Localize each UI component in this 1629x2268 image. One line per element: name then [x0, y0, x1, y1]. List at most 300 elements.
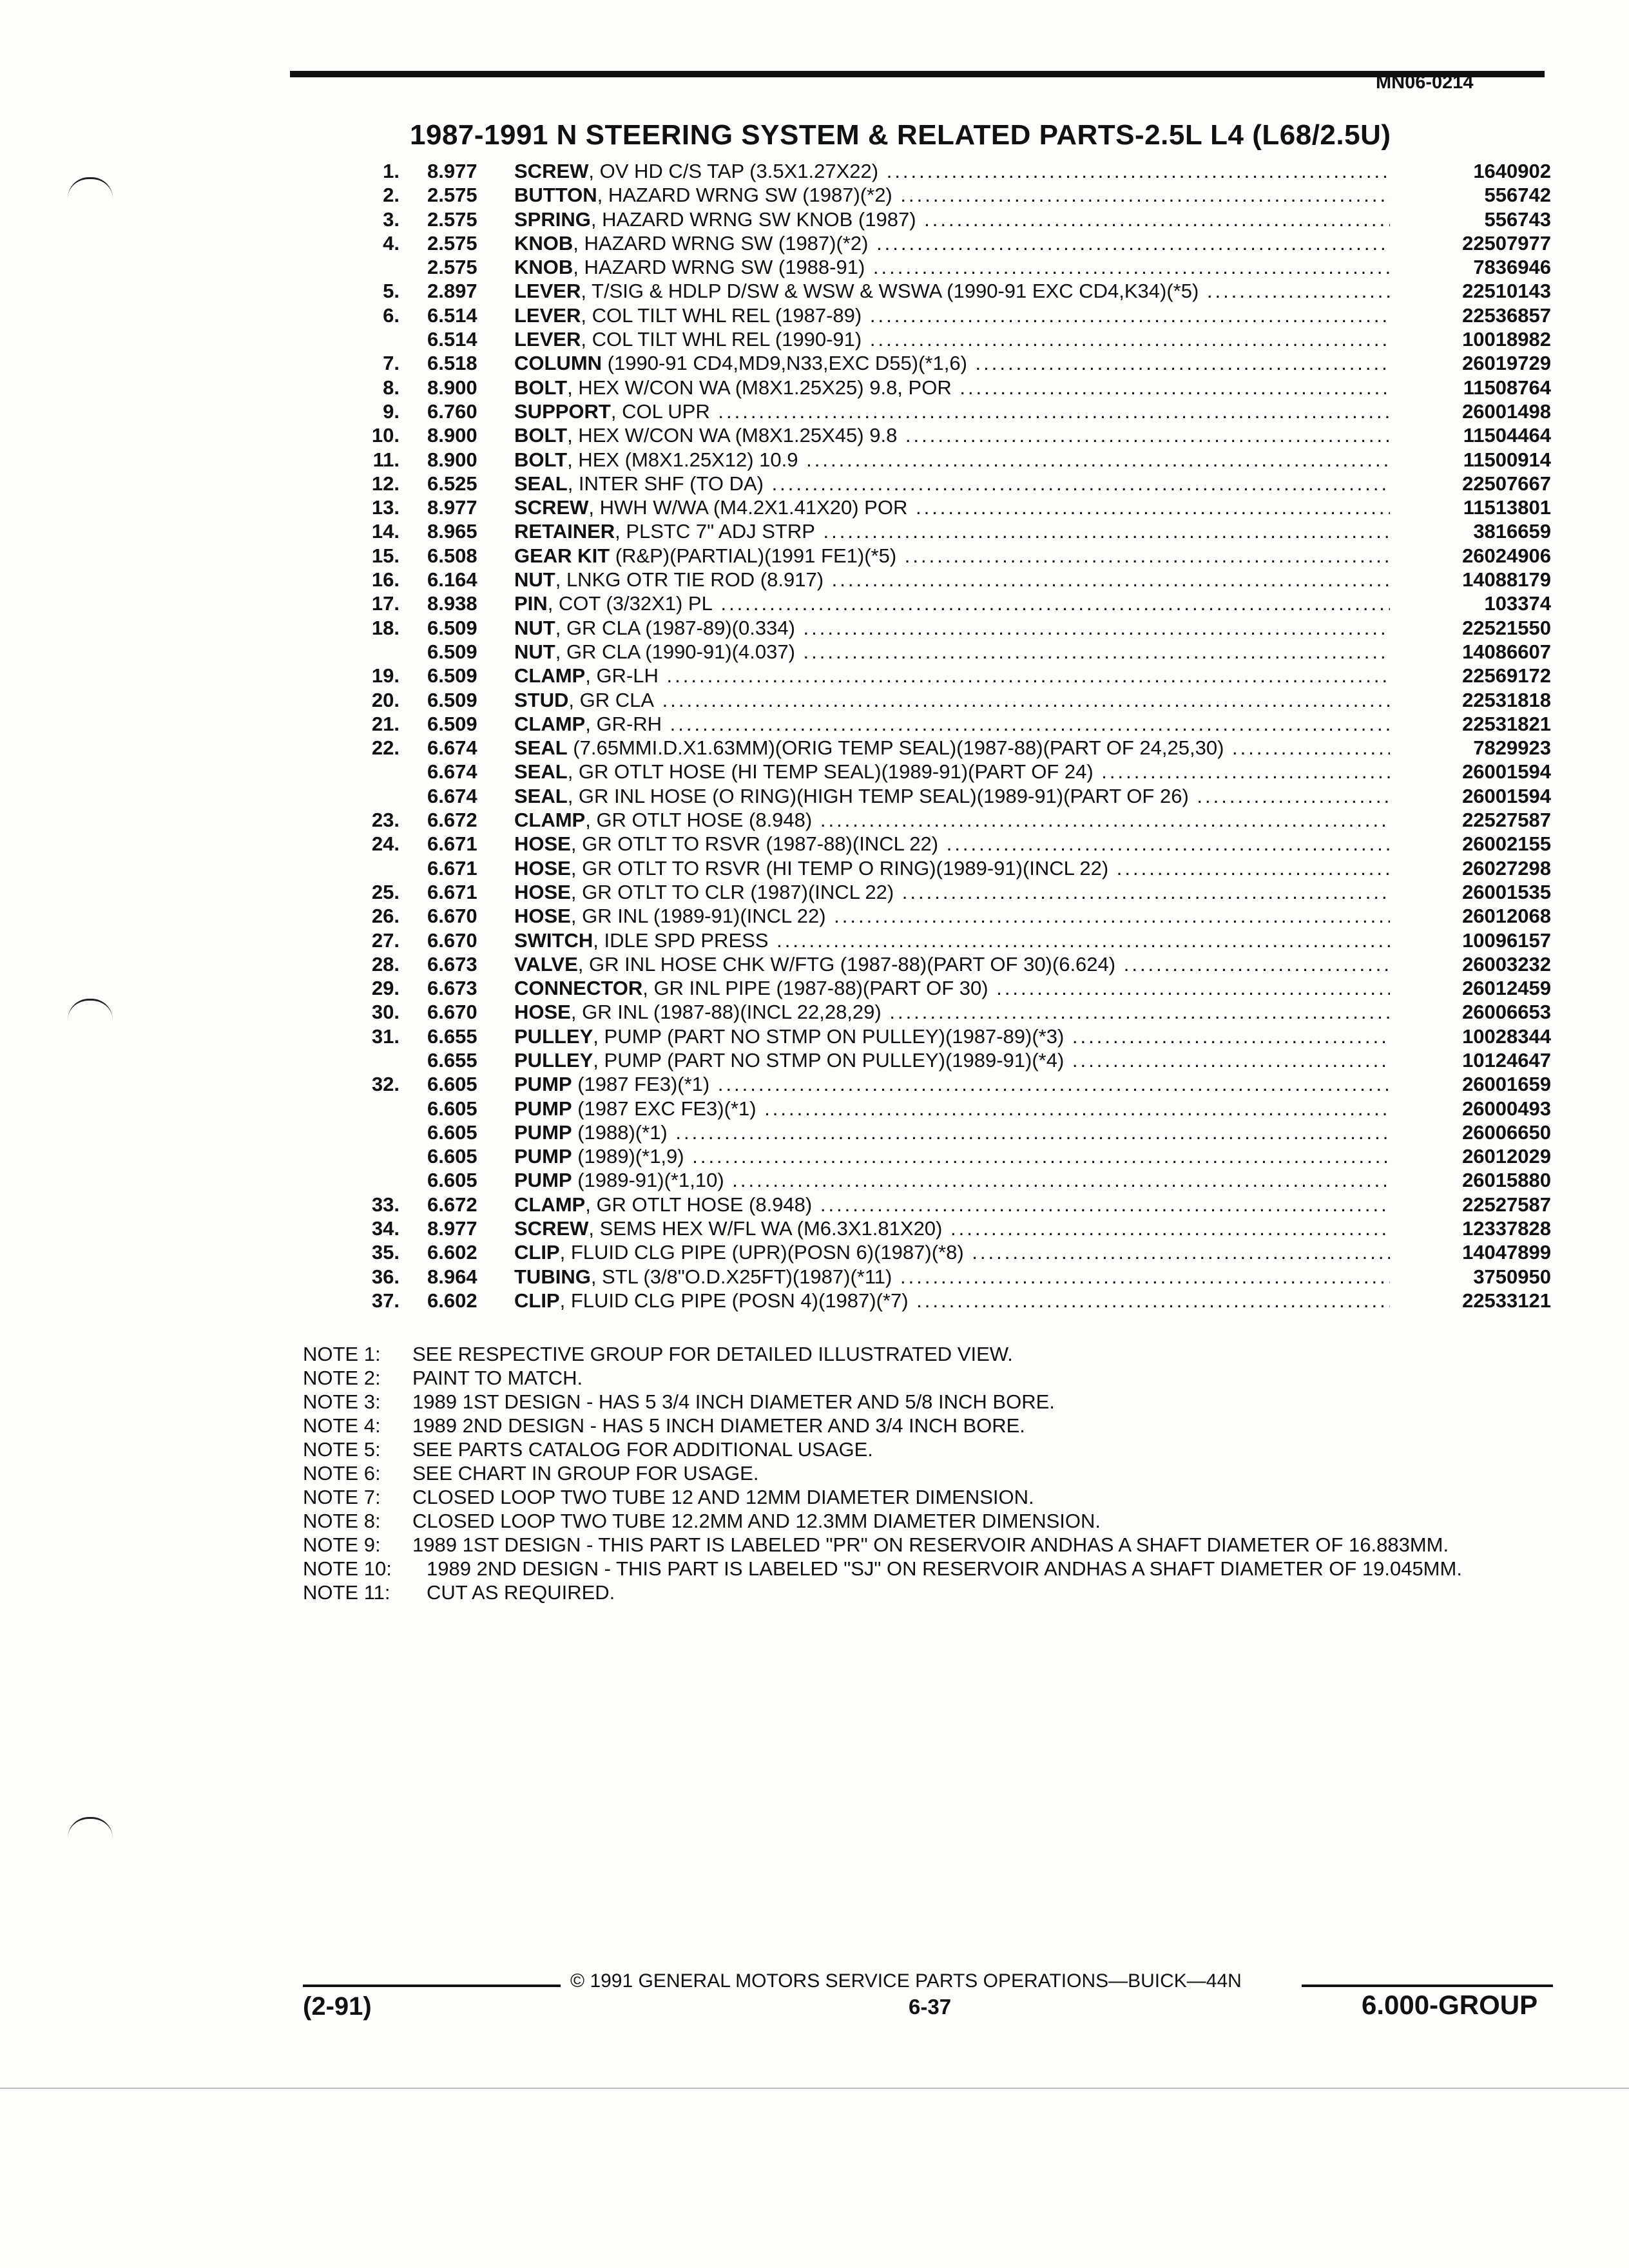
group-number: 8.900 — [427, 376, 477, 399]
part-description — [514, 519, 1390, 543]
part-number: 26001498 — [1462, 399, 1551, 423]
part-description — [514, 784, 1390, 808]
part-description — [514, 448, 1390, 472]
part-detail: , HAZARD WRNG SW (1987)(*2) — [597, 184, 892, 207]
item-number: 1. — [383, 160, 400, 182]
part-detail: , SEMS HEX W/FL WA (M6.3X1.81X20) — [588, 1217, 943, 1240]
part-name: SWITCH — [514, 928, 593, 952]
part-number: 11504464 — [1463, 424, 1551, 447]
part-name: NUT — [514, 568, 555, 591]
part-name: KNOB — [514, 256, 574, 279]
part-name: BOLT — [514, 424, 568, 447]
part-detail: , PLSTC 7" ADJ STRP — [615, 520, 815, 543]
part-row — [348, 736, 1551, 760]
part-number: 26024906 — [1462, 544, 1551, 567]
part-description — [514, 351, 1390, 375]
part-description — [514, 712, 1390, 736]
part-description — [514, 1193, 1390, 1216]
part-description — [514, 399, 1390, 423]
part-name: KNOB — [514, 231, 574, 255]
item-number: 4. — [383, 231, 400, 255]
part-detail: (1987 EXC FE3)(*1) — [572, 1097, 757, 1120]
part-description — [514, 664, 1390, 687]
group-number: 6.509 — [427, 712, 477, 735]
part-number: 26012068 — [1462, 905, 1551, 928]
item-number: 23. — [371, 809, 400, 832]
part-row — [348, 351, 1551, 375]
part-row — [348, 327, 1551, 351]
part-description — [514, 1240, 1390, 1264]
part-name: PUMP — [514, 1169, 572, 1192]
part-number: 26006650 — [1462, 1120, 1551, 1144]
part-number: 10096157 — [1462, 928, 1551, 952]
part-row — [348, 616, 1551, 640]
note-label: NOTE 5: — [303, 1438, 381, 1461]
page-number: 6-37 — [909, 1995, 952, 2019]
part-row — [348, 928, 1551, 952]
part-number: 556743 — [1484, 207, 1551, 231]
parts-list — [348, 159, 1551, 1312]
group-number: 6.164 — [427, 568, 477, 591]
part-number: 14086607 — [1462, 640, 1551, 663]
part-number: 22531818 — [1462, 688, 1551, 711]
part-row — [348, 880, 1551, 904]
part-name: CLAMP — [514, 809, 586, 832]
part-name: SCREW — [514, 160, 589, 182]
part-row — [348, 1000, 1551, 1024]
part-name: TUBING — [514, 1265, 591, 1288]
footer-rule-left — [303, 1984, 561, 1987]
note-item — [303, 1342, 1527, 1366]
item-number: 10. — [371, 424, 400, 447]
part-detail: , GR CLA (1990-91)(4.037) — [555, 640, 795, 663]
part-name: BOLT — [514, 376, 568, 399]
note-item — [303, 1461, 1527, 1485]
part-number: 26006653 — [1462, 1001, 1551, 1024]
part-row — [348, 159, 1551, 183]
part-row — [348, 591, 1551, 615]
part-description — [514, 1265, 1390, 1289]
part-description — [514, 616, 1390, 640]
part-detail: , HAZARD WRNG SW (1988-91) — [573, 256, 865, 279]
part-number: 3816659 — [1473, 520, 1551, 543]
part-detail: , HEX W/CON WA (M8X1.25X25) 9.8, POR — [567, 376, 952, 399]
note-text: SEE PARTS CATALOG FOR ADDITIONAL USAGE. — [412, 1438, 873, 1461]
note-item — [303, 1485, 1527, 1509]
part-row — [348, 231, 1551, 255]
part-number: 14047899 — [1462, 1241, 1551, 1264]
part-row — [348, 784, 1551, 808]
part-detail: , INTER SHF (TO DA) — [567, 472, 764, 495]
part-row — [348, 1168, 1551, 1192]
note-label: NOTE 2: — [303, 1367, 381, 1389]
note-text: CLOSED LOOP TWO TUBE 12.2MM AND 12.3MM DIAMETER DIMENSION. — [412, 1510, 1101, 1532]
part-description — [514, 544, 1390, 568]
part-row — [348, 976, 1551, 1000]
part-row — [348, 1072, 1551, 1096]
part-detail: , HAZARD WRNG SW (1987)(*2) — [573, 231, 869, 255]
note-label: NOTE 11: — [303, 1581, 390, 1604]
item-number: 24. — [371, 832, 400, 856]
part-number: 22536857 — [1462, 303, 1551, 327]
group-number: 6.672 — [427, 809, 477, 832]
group-number: 6.672 — [427, 1193, 477, 1216]
part-description — [514, 808, 1390, 832]
item-number: 8. — [383, 376, 400, 399]
part-row — [348, 568, 1551, 591]
part-description — [514, 472, 1390, 495]
part-name: NUT — [514, 616, 555, 639]
part-row — [348, 1048, 1551, 1072]
note-item — [303, 1557, 1527, 1581]
part-number: 14088179 — [1462, 568, 1551, 591]
part-detail: , GR OTLT TO CLR (1987)(INCL 22) — [570, 880, 894, 903]
part-description — [514, 279, 1390, 303]
part-detail: , HEX W/CON WA (M8X1.25X45) 9.8 — [567, 424, 898, 447]
part-name: HOSE — [514, 832, 571, 856]
part-name: LEVER — [514, 328, 581, 351]
part-row — [348, 1097, 1551, 1120]
part-row — [348, 1216, 1551, 1240]
part-description — [514, 1289, 1390, 1312]
part-number: 26012029 — [1462, 1145, 1551, 1168]
note-item — [303, 1437, 1527, 1461]
part-detail: (1989-91)(*1,10) — [572, 1169, 724, 1192]
group-number: 6.514 — [427, 328, 477, 351]
part-name: PULLEY — [514, 1024, 593, 1048]
group-number: 6.514 — [427, 303, 477, 327]
note-text: CUT AS REQUIRED. — [427, 1581, 615, 1604]
item-number: 15. — [371, 544, 400, 567]
part-detail: , PUMP (PART NO STMP ON PULLEY)(1987-89)(*3) — [593, 1024, 1065, 1048]
group-number: 6.508 — [427, 544, 477, 567]
part-detail: , COL TILT WHL REL (1987-89) — [581, 303, 862, 327]
note-label: NOTE 6: — [303, 1462, 381, 1485]
group-number: 8.977 — [427, 160, 477, 182]
part-number: 26000493 — [1462, 1097, 1551, 1120]
item-number: 17. — [371, 592, 400, 615]
part-name: SUPPORT — [514, 399, 611, 423]
part-number: 103374 — [1484, 592, 1551, 615]
document-id: MN06-0214 — [1376, 72, 1474, 93]
note-text: SEE CHART IN GROUP FOR USAGE. — [412, 1462, 759, 1485]
part-detail: (1988)(*1) — [572, 1120, 668, 1144]
group-number: 8.965 — [427, 520, 477, 543]
group-number: 6.671 — [427, 856, 477, 879]
part-number: 26019729 — [1462, 352, 1551, 375]
part-detail: , FLUID CLG PIPE (POSN 4)(1987)(*7) — [559, 1289, 909, 1312]
part-number: 10124647 — [1462, 1048, 1551, 1072]
part-number: 26001659 — [1462, 1073, 1551, 1096]
part-detail: (1987 FE3)(*1) — [572, 1073, 710, 1096]
group-number: 6.509 — [427, 616, 477, 639]
group-number: 8.977 — [427, 1217, 477, 1240]
group-number: 6.509 — [427, 664, 477, 687]
part-name: CLAMP — [514, 664, 586, 687]
part-row — [348, 544, 1551, 568]
part-row — [348, 904, 1551, 928]
part-name: CLIP — [514, 1241, 560, 1264]
group-number: 6.605 — [427, 1145, 477, 1168]
part-name: STUD — [514, 688, 569, 711]
part-number: 26012459 — [1462, 977, 1551, 1000]
part-row — [348, 255, 1551, 279]
part-name: SCREW — [514, 1217, 589, 1240]
copyright-text: © 1991 GENERAL MOTORS SERVICE PARTS OPERATIONS—BUICK—44N — [570, 1970, 1242, 1992]
note-label: NOTE 3: — [303, 1390, 381, 1413]
part-name: PULLEY — [514, 1048, 593, 1072]
part-detail: , HWH W/WA (M4.2X1.41X20) POR — [588, 496, 908, 519]
part-name: PIN — [514, 592, 548, 615]
item-number: 29. — [371, 977, 400, 1000]
part-name: SEAL — [514, 760, 568, 783]
part-name: HOSE — [514, 905, 571, 928]
part-description — [514, 904, 1390, 928]
note-label: NOTE 7: — [303, 1486, 381, 1508]
item-number: 2. — [383, 184, 400, 207]
group-number: 6.605 — [427, 1097, 477, 1120]
part-row — [348, 519, 1551, 543]
part-detail: , HAZARD WRNG SW KNOB (1987) — [590, 207, 916, 231]
part-row — [348, 1289, 1551, 1312]
group-number: 6.760 — [427, 399, 477, 423]
group-number: 6.671 — [427, 832, 477, 856]
part-detail: (7.65MMI.D.X1.63MM)(ORIG TEMP SEAL)(1987-88)(PART OF 24,25,30) — [567, 736, 1224, 760]
part-name: CLAMP — [514, 1193, 586, 1216]
part-detail: , LNKG OTR TIE ROD (8.917) — [555, 568, 824, 591]
part-detail: (1989)(*1,9) — [572, 1145, 684, 1168]
part-row — [348, 399, 1551, 423]
group-label: 6.000-GROUP — [1362, 1990, 1538, 2020]
part-detail: , FLUID CLG PIPE (UPR)(POSN 6)(1987)(*8) — [559, 1241, 964, 1264]
part-row — [348, 1240, 1551, 1264]
part-row — [348, 1265, 1551, 1289]
group-number: 2.575 — [427, 256, 477, 279]
part-description — [514, 1072, 1390, 1096]
part-row — [348, 1024, 1551, 1048]
part-number: 22527587 — [1462, 809, 1551, 832]
part-description — [514, 1097, 1390, 1120]
part-detail: , OV HD C/S TAP (3.5X1.27X22) — [588, 160, 879, 182]
part-description — [514, 952, 1390, 976]
part-number: 11513801 — [1463, 496, 1551, 519]
bottom-edge-line — [0, 2088, 1629, 2089]
item-number: 14. — [371, 520, 400, 543]
item-number: 25. — [371, 880, 400, 903]
group-number: 6.525 — [427, 472, 477, 495]
note-item — [303, 1390, 1527, 1414]
item-number: 11. — [372, 448, 400, 471]
part-description — [514, 423, 1390, 447]
part-row — [348, 376, 1551, 399]
group-number: 2.575 — [427, 231, 477, 255]
part-detail: , GR INL (1987-88)(INCL 22,28,29) — [570, 1001, 882, 1024]
part-description — [514, 591, 1390, 615]
part-detail: , COL TILT WHL REL (1990-91) — [581, 328, 862, 351]
part-detail: , STL (3/8"O.D.X25FT)(1987)(*11) — [590, 1265, 892, 1288]
note-label: NOTE 9: — [303, 1533, 381, 1556]
part-name: NUT — [514, 640, 555, 663]
item-number: 33. — [371, 1193, 400, 1216]
part-description — [514, 976, 1390, 1000]
part-name: CONNECTOR — [514, 977, 643, 1000]
part-detail: , PUMP (PART NO STMP ON PULLEY)(1989-91)(*4) — [593, 1048, 1065, 1072]
note-text: 1989 2ND DESIGN - THIS PART IS LABELED "SJ" ON RESERVOIR ANDHAS A SHAFT DIAMETER OF 19.045MM. — [427, 1557, 1462, 1580]
part-detail: , IDLE SPD PRESS — [593, 928, 769, 952]
part-detail: (1990-91 CD4,MD9,N33,EXC D55)(*1,6) — [602, 352, 967, 375]
part-description — [514, 183, 1390, 207]
group-number: 6.605 — [427, 1120, 477, 1144]
item-number: 22. — [371, 736, 400, 760]
footer-rule-right — [1302, 1984, 1553, 1987]
part-description — [514, 832, 1390, 856]
part-row — [348, 664, 1551, 687]
part-description — [514, 1048, 1390, 1072]
group-number: 6.605 — [427, 1073, 477, 1096]
part-row — [348, 207, 1551, 231]
punch-mark — [68, 1817, 113, 1838]
part-description — [514, 376, 1390, 399]
part-detail: , GR CLA — [568, 688, 655, 711]
part-row — [348, 1193, 1551, 1216]
item-number: 6. — [383, 303, 400, 327]
group-number: 6.674 — [427, 760, 477, 783]
part-description — [514, 495, 1390, 519]
part-row — [348, 640, 1551, 664]
group-number: 6.671 — [427, 880, 477, 903]
part-number: 26002155 — [1462, 832, 1551, 856]
part-description — [514, 1168, 1390, 1192]
note-item — [303, 1581, 1527, 1604]
part-name: PUMP — [514, 1073, 572, 1096]
part-description — [514, 928, 1390, 952]
part-row — [348, 183, 1551, 207]
group-number: 8.938 — [427, 592, 477, 615]
note-text: 1989 2ND DESIGN - HAS 5 INCH DIAMETER AND 3/4 INCH BORE. — [412, 1414, 1025, 1437]
part-number: 22507667 — [1462, 472, 1551, 495]
part-name: SEAL — [514, 784, 568, 807]
part-description — [514, 1216, 1390, 1240]
note-text: CLOSED LOOP TWO TUBE 12 AND 12MM DIAMETER DIMENSION. — [412, 1486, 1034, 1508]
part-name: SCREW — [514, 496, 589, 519]
part-description — [514, 231, 1390, 255]
group-number: 6.509 — [427, 688, 477, 711]
part-detail: , COL UPR — [610, 399, 710, 423]
part-detail: , GR OTLT HOSE (8.948) — [585, 1193, 813, 1216]
part-number: 26001594 — [1462, 784, 1551, 807]
part-number: 22531821 — [1462, 712, 1551, 735]
note-item — [303, 1366, 1527, 1390]
part-detail: , GR-RH — [585, 712, 662, 735]
part-number: 556742 — [1484, 184, 1551, 207]
group-number: 2.897 — [427, 280, 477, 303]
group-number: 6.670 — [427, 1001, 477, 1024]
group-number: 6.673 — [427, 952, 477, 975]
group-number: 6.655 — [427, 1048, 477, 1072]
part-detail: , GR OTLT TO RSVR (HI TEMP O RING)(1989-91)(INCL 22) — [570, 856, 1109, 879]
part-name: BOLT — [514, 448, 568, 471]
part-detail: , GR INL HOSE CHK W/FTG (1987-88)(PART OF 30)(6.624) — [577, 952, 1116, 975]
item-number: 31. — [371, 1024, 400, 1048]
part-detail: (R&P)(PARTIAL)(1991 FE1)(*5) — [610, 544, 897, 567]
group-number: 6.674 — [427, 784, 477, 807]
part-description — [514, 880, 1390, 904]
part-row — [348, 423, 1551, 447]
item-number: 30. — [371, 1001, 400, 1024]
group-number: 2.575 — [427, 184, 477, 207]
part-row — [348, 1144, 1551, 1168]
part-name: PUMP — [514, 1097, 572, 1120]
group-number: 6.673 — [427, 977, 477, 1000]
part-description — [514, 255, 1390, 279]
part-description — [514, 1024, 1390, 1048]
part-row — [348, 495, 1551, 519]
part-number: 12337828 — [1462, 1217, 1551, 1240]
part-detail: , GR INL (1989-91)(INCL 22) — [570, 905, 826, 928]
note-item — [303, 1533, 1527, 1557]
part-number: 10018982 — [1462, 328, 1551, 351]
notes-list — [303, 1342, 1527, 1604]
item-number: 34. — [371, 1217, 400, 1240]
part-number: 7829923 — [1473, 736, 1551, 760]
part-name: LEVER — [514, 303, 581, 327]
part-name: HOSE — [514, 856, 571, 879]
part-name: SEAL — [514, 736, 568, 760]
part-detail: , GR INL PIPE (1987-88)(PART OF 30) — [642, 977, 988, 1000]
group-number: 8.900 — [427, 448, 477, 471]
group-number: 6.670 — [427, 905, 477, 928]
part-number: 10028344 — [1462, 1024, 1551, 1048]
part-description — [514, 856, 1390, 880]
item-number: 9. — [383, 399, 400, 423]
part-name: SPRING — [514, 207, 591, 231]
part-description — [514, 159, 1390, 183]
note-label: NOTE 10: — [303, 1557, 392, 1580]
note-item — [303, 1509, 1527, 1533]
note-text: SEE RESPECTIVE GROUP FOR DETAILED ILLUSTRATED VIEW. — [412, 1343, 1013, 1365]
part-description — [514, 1120, 1390, 1144]
top-rule — [290, 71, 1545, 77]
item-number: 32. — [371, 1073, 400, 1096]
part-name: CLIP — [514, 1289, 560, 1312]
group-number: 8.900 — [427, 424, 477, 447]
part-description — [514, 1144, 1390, 1168]
part-description — [514, 688, 1390, 712]
part-name: VALVE — [514, 952, 578, 975]
part-description — [514, 640, 1390, 664]
part-name: PUMP — [514, 1145, 572, 1168]
part-detail: , COT (3/32X1) PL — [547, 592, 713, 615]
note-text: PAINT TO MATCH. — [412, 1367, 583, 1389]
group-number: 8.964 — [427, 1265, 477, 1288]
punch-mark — [68, 177, 113, 198]
part-row — [348, 952, 1551, 976]
part-number: 26015880 — [1462, 1169, 1551, 1192]
group-number: 6.670 — [427, 928, 477, 952]
item-number: 5. — [383, 280, 400, 303]
item-number: 7. — [383, 352, 400, 375]
note-text: 1989 1ST DESIGN - HAS 5 3/4 INCH DIAMETER AND 5/8 INCH BORE. — [412, 1390, 1055, 1413]
part-description — [514, 303, 1390, 327]
part-description — [514, 736, 1390, 760]
part-detail: , GR INL HOSE (O RING)(HIGH TEMP SEAL)(1989-91)(PART OF 26) — [567, 784, 1189, 807]
part-row — [348, 448, 1551, 472]
part-row — [348, 688, 1551, 712]
part-detail: , GR OTLT HOSE (8.948) — [585, 809, 813, 832]
part-name: COLUMN — [514, 352, 602, 375]
part-name: BUTTON — [514, 184, 597, 207]
item-number: 26. — [371, 905, 400, 928]
